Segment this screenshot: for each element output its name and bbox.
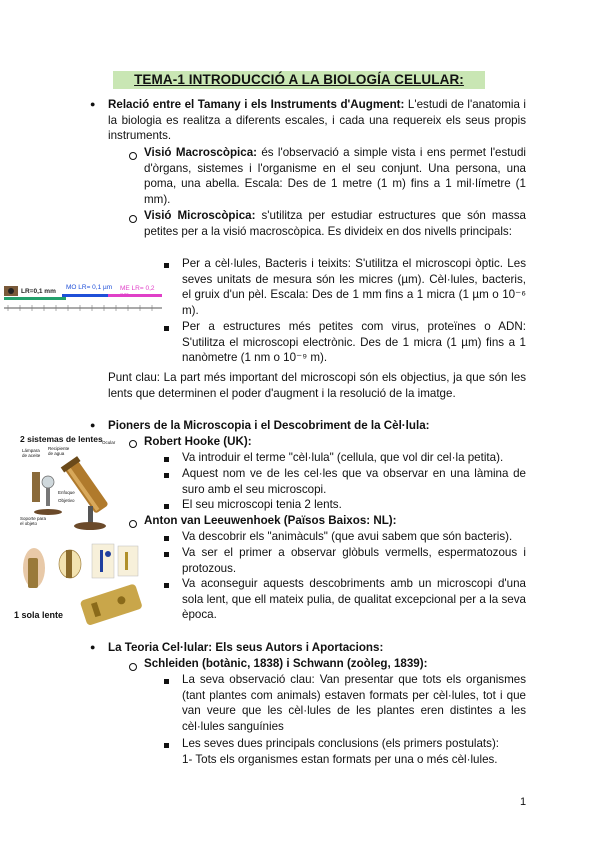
macro-vision-paragraph	[144, 145, 526, 207]
lr-bar	[4, 297, 66, 300]
tube-icon	[61, 456, 111, 515]
square-bullet	[164, 743, 169, 748]
circle-bullet	[129, 440, 137, 448]
list-item: Les seves dues principals conclusions (els primers postulats):	[182, 737, 500, 750]
square-bullet	[164, 679, 169, 684]
me-label: ME LR= 0,2 nm	[120, 285, 155, 299]
square-bullet	[164, 473, 169, 478]
hooke-microscope-figure	[18, 434, 128, 534]
page-title: TEMA-1 INTRODUCCIÓ A LA BIOLOGÍA CELULAR:	[113, 71, 485, 89]
schleiden-schwann-name: Schleiden (botànic, 1838) i Schwann (zoòleg, 1839):	[144, 657, 428, 670]
micro-text: s'utilitza per estudiar estructures que són massa petites per a la visió macroscòpica. Es divideix en dos nivells principals:	[144, 209, 527, 238]
scale-figure	[4, 282, 162, 318]
hooke-name: Robert Hooke (UK):	[144, 435, 252, 448]
bullet-dot: ●	[90, 642, 96, 652]
circle-bullet	[129, 215, 137, 223]
section-heading: La Teoria Cel·lular: Els seus Autors i Aportacions:	[108, 641, 384, 654]
brass-plate-icon	[80, 583, 143, 626]
figure-title: 2 sistemas de lentes	[20, 434, 103, 444]
macro-text: és l'observació a simple vista i ens permet l'estudi d'òrgans, sistemes i l'organisme en el seu conjunt. Una persona, una poma, una abella. Escala: Des de 1 metre (1 m) fins a 1 mil·límetre (1 mm).	[144, 146, 526, 206]
section-intro: L'estudi de l'anatomia i la biologia es realitza a diferents escales, i cada una requereix els seus propis instruments.	[108, 98, 526, 143]
list-item: Va descobrir els "animàculs" (que avui sabem que són bacteris).	[182, 530, 513, 543]
list-item: Va introduir el terme "cèl·lula" (cellula, que vol dir cel·la petita).	[182, 451, 504, 464]
micro-vision-paragraph	[144, 208, 526, 239]
figure-label: Enfoque	[58, 490, 75, 495]
section-heading: Relació entre el Tamany i els Instruments d'Augment:	[108, 98, 405, 111]
mo-label: MO LR= 0,1 µm	[66, 284, 113, 291]
square-bullet	[164, 457, 169, 462]
postulate: 1- Tots els organismes estan formats per una o més cèl·lules.	[182, 753, 498, 766]
lr-label: LR=0,1 mm	[21, 288, 56, 295]
lamp-icon	[32, 472, 40, 502]
circle-bullet	[129, 152, 137, 160]
bullet-dot: ●	[90, 99, 96, 109]
list-item: Per a cèl·lules, Bacteris i teixits: S'utilitza el microscopi òptic. Les seves unitats de mesura són les micres (µm). Cèl·lules, bacteris, el gruix d'un pèl. Escala: Des de 1 mm fins a 1 micra (1 µm o 10⁻⁶ m).	[182, 257, 526, 317]
square-bullet	[164, 552, 169, 557]
square-bullet	[164, 504, 169, 509]
circle-bullet	[129, 663, 137, 671]
leeuwenhoek-microscope-figure	[12, 540, 156, 626]
bullet-dot: ●	[90, 420, 96, 430]
figure-label: Lámpara de aceite	[22, 448, 41, 458]
section-size-instruments	[108, 97, 526, 144]
list-item: El seu microscopi tenia 2 lents.	[182, 498, 342, 511]
figure-label: 1 sola lente	[14, 610, 64, 620]
micro-label: Visió Microscòpica:	[144, 209, 256, 222]
square-bullet	[164, 536, 169, 541]
flask-icon	[42, 476, 54, 488]
figure-label: Recipiente de agua	[48, 446, 70, 456]
list-item: Va ser el primer a observar glòbuls vermells, espermatozous i protozous.	[182, 546, 526, 575]
square-bullet	[164, 263, 169, 268]
list-item: La seva observació clau: Van presentar que tots els organismes (tant plantes com animals) estaven formats per cèl·lules, tot i que van veure que les cèl·lules de les plantes eren distintes a les cèl·lules sanguínies	[182, 673, 526, 733]
list-item: Per a estructures més petites com virus, proteïnes o ADN: S'utilitza el microscopi electrònic. Des de 1 micra (1 µm) fins a 1 nanòmetre (1 nm o 10⁻⁹ m).	[182, 320, 526, 365]
section-heading: Pioners de la Microscopia i el Descobriment de la Cèl·lula:	[108, 419, 430, 432]
list-item: Va aconseguir aquests descobriments amb un microscopi d'una sola lent, que ell mateix pulia, de qualitat excepcional per a la seva època.	[182, 577, 526, 622]
page-number: 1	[520, 796, 527, 808]
square-bullet	[164, 326, 169, 331]
figure-label: Soporte para el objeto	[20, 516, 47, 526]
figure-label: Objetivo	[58, 498, 75, 503]
key-point: Punt clau: La part més important del microscopi són els objectius, ja que són les lents que determinen el poder d'augment i la resolució de la imatge.	[108, 371, 526, 400]
figure-label: Ocular	[102, 440, 116, 445]
leeuwenhoek-name: Anton van Leeuwenhoek (Països Baixos: NL):	[144, 514, 397, 527]
mo-bar	[62, 294, 112, 297]
macro-label: Visió Macroscòpica:	[144, 146, 258, 159]
list-item: Aquest nom ve de les cel·les que va observar en una làmina de suro amb el seu microscopi.	[182, 467, 526, 496]
square-bullet	[164, 583, 169, 588]
circle-bullet	[129, 520, 137, 528]
